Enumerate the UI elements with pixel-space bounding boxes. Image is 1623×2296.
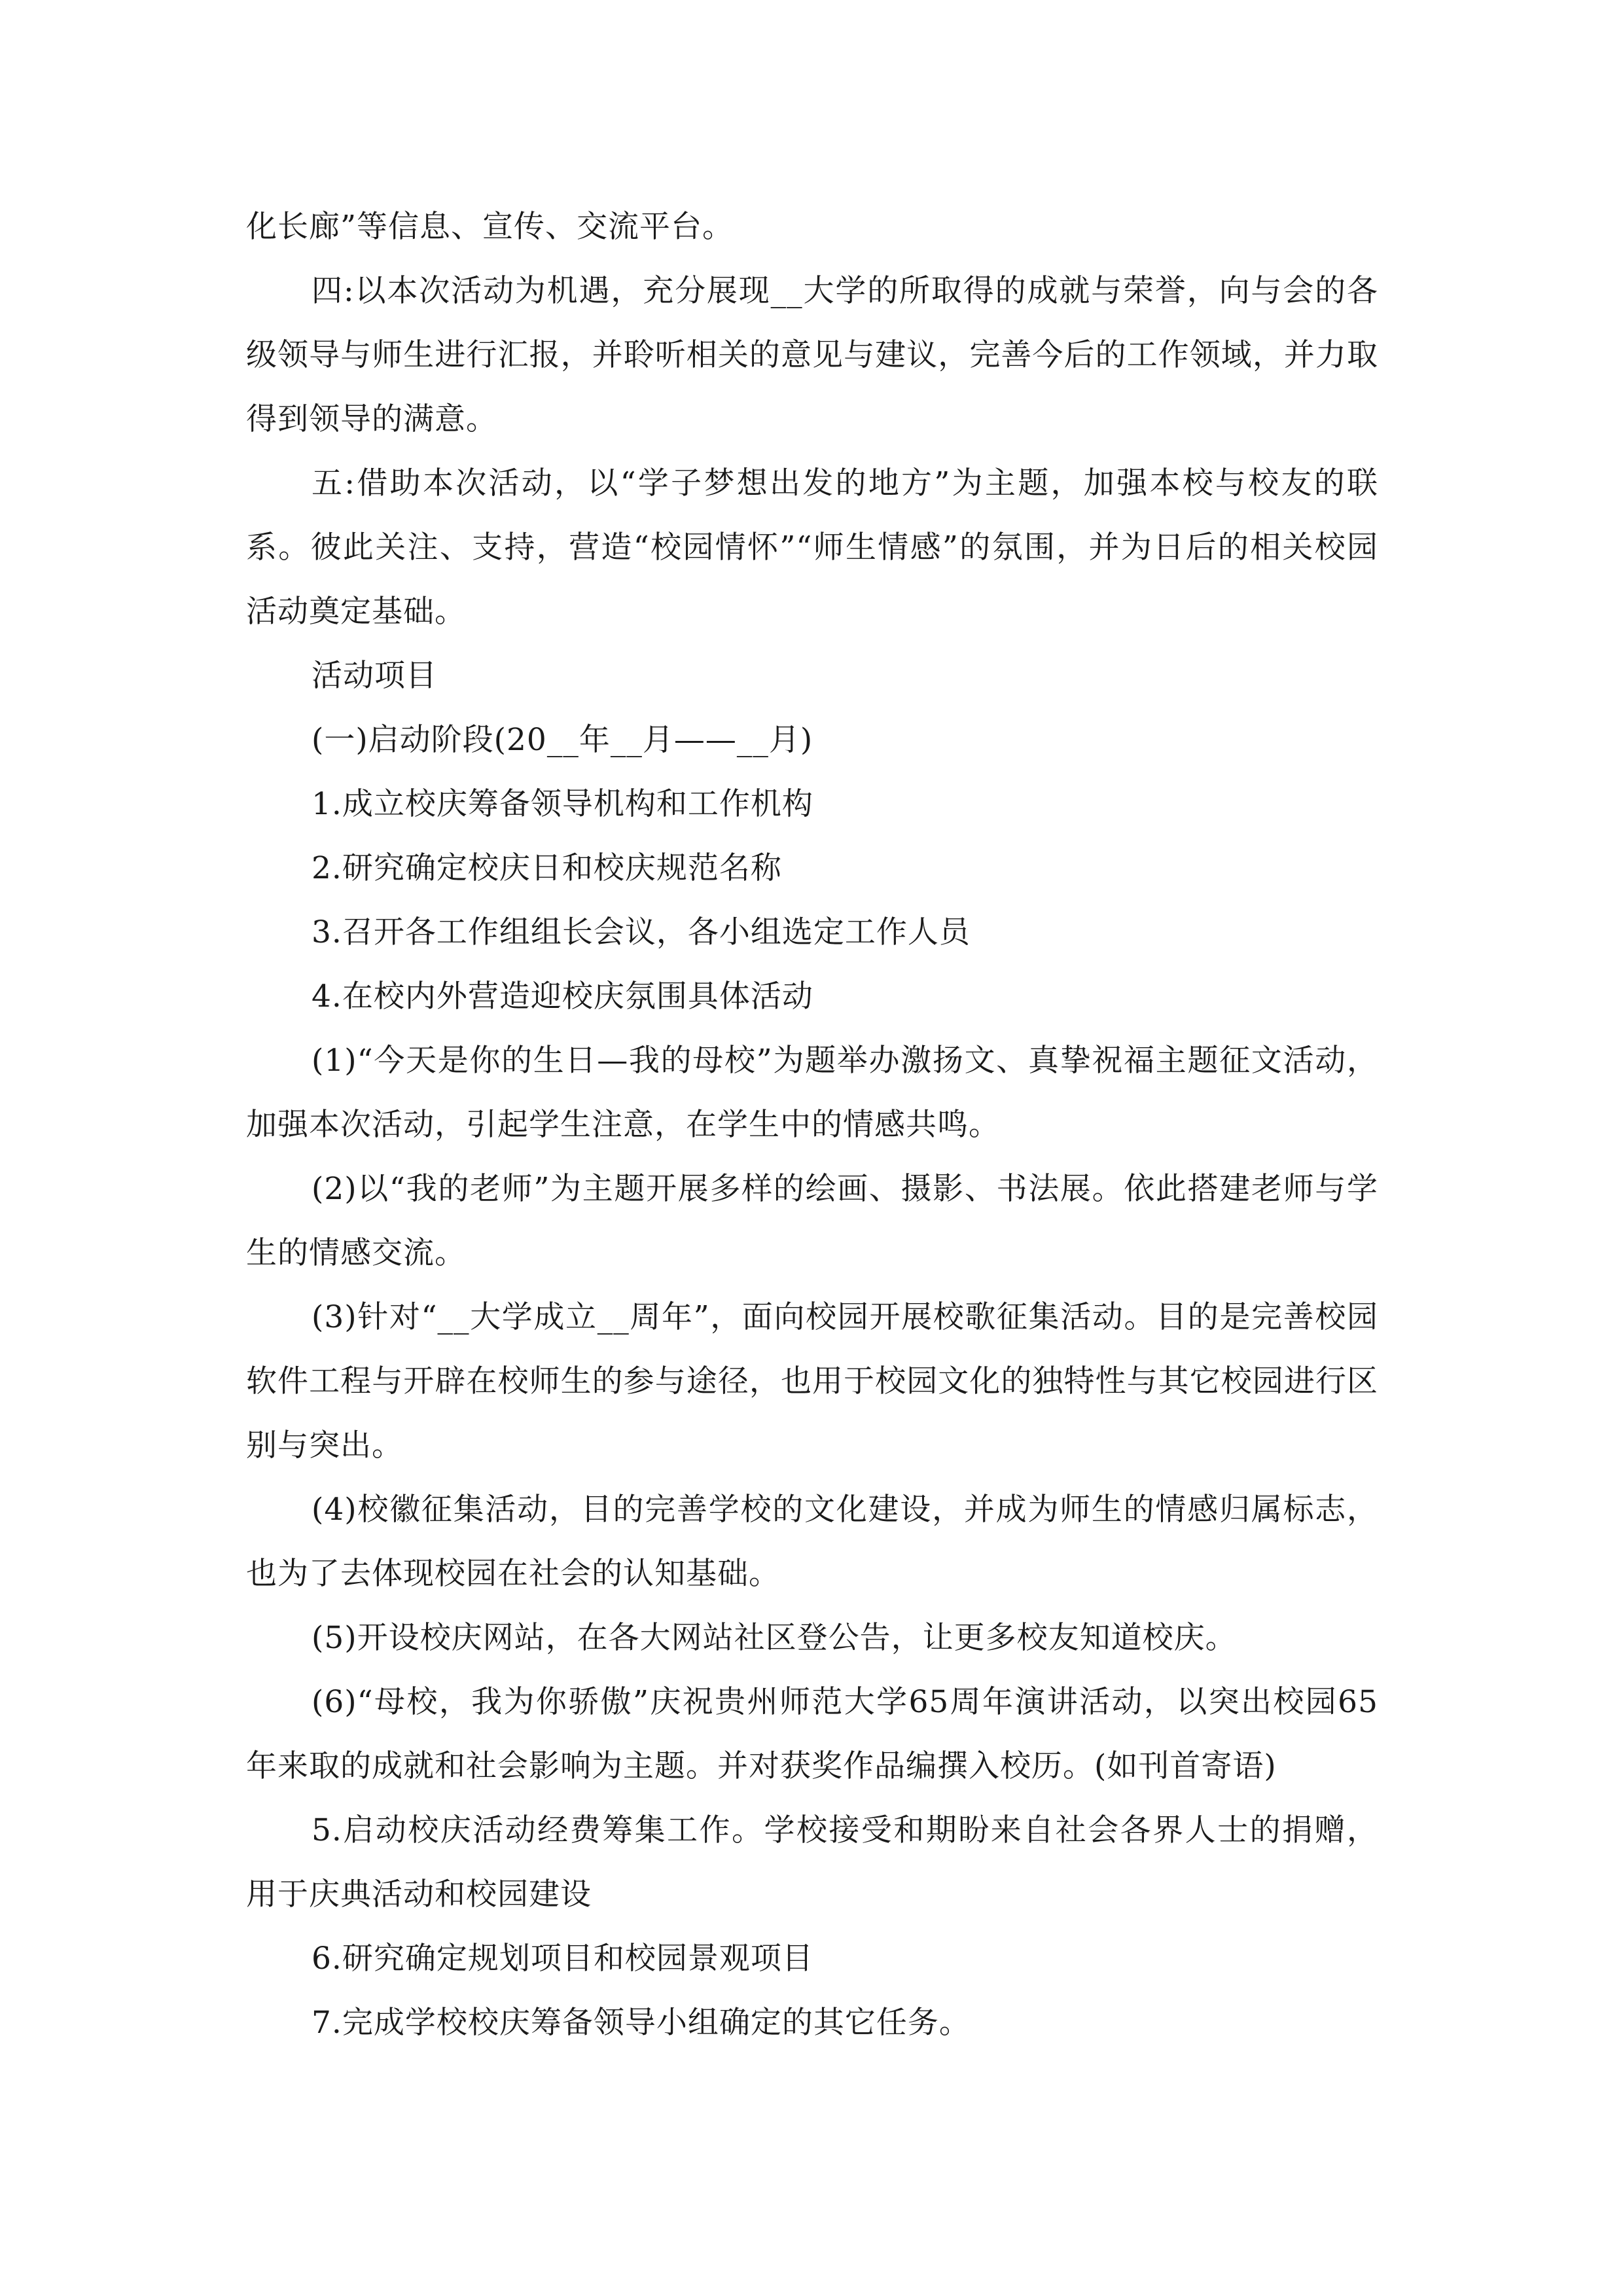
paragraph-point-five: 五:借助本次活动，以“学子梦想出发的地方”为主题，加强本校与校友的联系。彼此关注、支持，营造“校园情怀”“师生情感”的氛围，并为日后的相关校园活动奠定基础。 [246,465,1378,630]
sub-item-6: (6)“母校，我为你骄傲”庆祝贵州师范大学65周年演讲活动，以突出校园65年来取的成就和社会影响为主题。并对获奖作品编撰入校历。(如刊首寄语) [246,1684,1378,1784]
list-item-5: 5.启动校庆活动经费筹集工作。学校接受和期盼来自社会各界人士的捐赠，用于庆典活动和校园建设 [246,1812,1378,1912]
sub-item-1: (1)“今天是你的生日—我的母校”为题举办激扬文、真挚祝福主题征文活动，加强本次活动，引起学生注意，在学生中的情感共鸣。 [246,1043,1378,1143]
section-heading-activities: 活动项目 [312,658,437,694]
list-item-4: 4.在校内外营造迎校庆氛围具体活动 [312,978,813,1014]
sub-item-4: (4)校徽征集活动，目的完善学校的文化建设，并成为师生的情感归属标志，也为了去体现校园在社会的认知基础。 [246,1492,1378,1592]
paragraph-continuation: 化长廊”等信息、宣传、交流平台。 [246,209,734,245]
list-item-7: 7.完成学校校庆筹备领导小组确定的其它任务。 [312,2005,971,2041]
sub-item-5: (5)开设校庆网站，在各大网站社区登公告，让更多校友知道校庆。 [312,1620,1237,1656]
subsection-heading-launch-phase: (一)启动阶段(20__年__月——__月) [312,722,813,758]
sub-item-3: (3)针对“__大学成立__周年”，面向校园开展校歌征集活动。目的是完善校园软件工程与开辟在校师生的参与途径，也用于校园文化的独特性与其它校园进行区别与突出。 [246,1299,1378,1463]
list-item-2: 2.研究确定校庆日和校庆规范名称 [312,850,782,886]
document-body [246,195,1378,2055]
list-item-3: 3.召开各工作组组长会议，各小组选定工作人员 [312,914,971,950]
list-item-6: 6.研究确定规划项目和校园景观项目 [312,1941,813,1977]
list-item-1: 1.成立校庆筹备领导机构和工作机构 [312,786,813,822]
sub-item-2: (2)以“我的老师”为主题开展多样的绘画、摄影、书法展。依此搭建老师与学生的情感交流。 [246,1171,1378,1271]
paragraph-point-four: 四:以本次活动为机遇，充分展现__大学的所取得的成就与荣誉，向与会的各级领导与师生进行汇报，并聆听相关的意见与建议，完善今后的工作领域，并力取得到领导的满意。 [246,273,1378,437]
